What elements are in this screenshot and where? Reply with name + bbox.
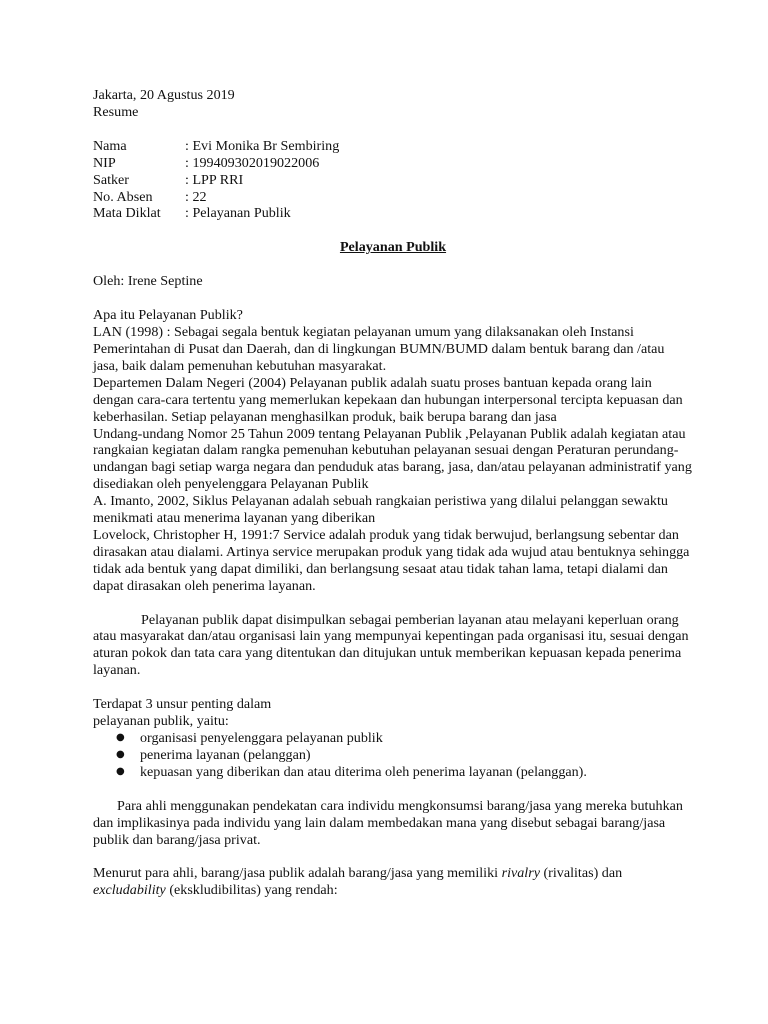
identity-label: NIP: [93, 154, 116, 171]
identity-row-satker: [93, 172, 693, 189]
bullet-icon: ●: [116, 732, 125, 743]
author-line: Oleh: Irene Septine: [93, 273, 203, 290]
elements-intro-line2: pelayanan publik, yaitu:: [93, 713, 229, 730]
experts-paragraph: Para ahli menggunakan pendekatan cara individu mengkonsumsi barang/jasa yang mereka butuhkan dan implikasinya pada individu yang lain dalam membedakan mana yang disebut sebagai barang/jasa publik dan barang/jasa privat.: [93, 797, 683, 848]
identity-row-diklat: [93, 205, 693, 222]
identity-value: : Pelayanan Publik: [185, 205, 291, 222]
definition-depdagri: Departemen Dalam Negeri (2004) Pelayanan publik adalah suatu proses bantuan kepada orang lain dengan cara-cara tertentu yang memerlukan kepekaan dan hubungan interpersonal tercipta kepuasan dan keberhasilan. Setiap pelayanan menghasilkan produk, baik berupa barang dan jasa: [93, 374, 683, 425]
bullet-icon: ●: [116, 748, 125, 760]
definition-uu: Undang-undang Nomor 25 Tahun 2009 tentang Pelayanan Publik ,Pelayanan Publik adalah kegiatan atau rangkaian kegiatan dalam rangka pemenuhan kebutuhan pelayanan sesuai dengan Peraturan perundang-undangan bagi setiap warga negara dan penduduk atas barang, jasa, dan/atau pelayanan administratif yang disediakan oleh penyelenggara Pelayanan Publik: [93, 425, 692, 493]
identity-row-nama: [93, 138, 693, 155]
identity-value: : 199409302019022006: [185, 154, 320, 171]
definition-imanto: A. Imanto, 2002, Siklus Pelayanan adalah sebuah rangkaian peristiwa yang dilalui pelanggan sewaktu menikmati atau menerima layanan yang diberikan: [93, 493, 668, 527]
identity-block: [93, 138, 693, 223]
list-item-text: kepuasan yang diberikan dan atau diterima oleh penerima layanan (pelanggan).: [140, 763, 587, 780]
definition-lovelock: Lovelock, Christopher H, 1991:7 Service adalah produk yang tidak berwujud, berlangsung sebentar dan dirasakan atau dialami. Artinya service merupakan produk yang tidak ada wujud atau bentuknya sehingga tidak ada bentuk yang dapat dimiliki, dan berlangsung sesaat atau tidak tahan lama, tetapi dialami dan dapat dirasakan oleh penerima layanan.: [93, 526, 690, 594]
list-item-text: organisasi penyelenggara pelayanan publik: [140, 730, 383, 746]
list-item-text: penerima layanan (pelanggan): [140, 746, 311, 763]
identity-label: Satker: [93, 171, 130, 188]
identity-label: Nama: [93, 137, 127, 154]
identity-label: No. Absen: [93, 188, 153, 205]
document-type: Resume: [93, 103, 139, 120]
list-item: [116, 730, 693, 747]
definition-question: Apa itu Pelayanan Publik?: [93, 307, 243, 324]
definition-lan: LAN (1998) : Sebagai segala bentuk kegiatan pelayanan umum yang dilaksanakan oleh Instansi Pemerintahan di Pusat dan Daerah, dan di lingkungan BUMN/BUMD dalam bentuk barang dan /atau jasa, baik dalam pemenuhan kebutuhan masyarakat.: [93, 324, 665, 374]
term-rivalry: rivalry: [501, 865, 540, 882]
list-item: [116, 747, 693, 764]
conclusion-paragraph: Pelayanan publik dapat disimpulkan sebagai pemberian layanan atau melayani keperluan orang atau masyarakat dan/atau organisasi lain yang mempunyai kepentingan pada organisasi itu, sesuai dengan aturan pokok dan tata cara yang ditentukan dan ditujukan untuk memberikan kepuasan kepada penerima layanan.: [93, 611, 689, 679]
identity-value: : 22: [185, 188, 207, 205]
bullet-icon: ●: [116, 765, 125, 777]
elements-intro-line1: Terdapat 3 unsur penting dalam: [93, 696, 272, 713]
term-excludability: excludability: [93, 882, 166, 899]
definitions-block: [93, 307, 693, 594]
final-paragraph: [93, 865, 693, 899]
final-text-part2: (rivalitas) dan: [539, 865, 623, 882]
identity-label: Mata Diklat: [93, 205, 161, 222]
document-title: Pelayanan Publik: [339, 239, 447, 256]
identity-row-absen: [93, 189, 693, 206]
final-text-part1: Menurut para ahli, barang/jasa publik adalah barang/jasa yang memiliki: [93, 865, 502, 882]
identity-row-nip: [93, 155, 693, 172]
identity-value: : Evi Monika Br Sembiring: [185, 137, 340, 154]
document-body: [93, 87, 693, 899]
elements-list: [93, 730, 693, 781]
list-item: [116, 764, 693, 781]
final-text-part3: (ekskludibilitas) yang rendah:: [165, 882, 338, 899]
identity-value: : LPP RRI: [185, 171, 244, 188]
place-date: Jakarta, 20 Agustus 2019: [93, 87, 235, 103]
